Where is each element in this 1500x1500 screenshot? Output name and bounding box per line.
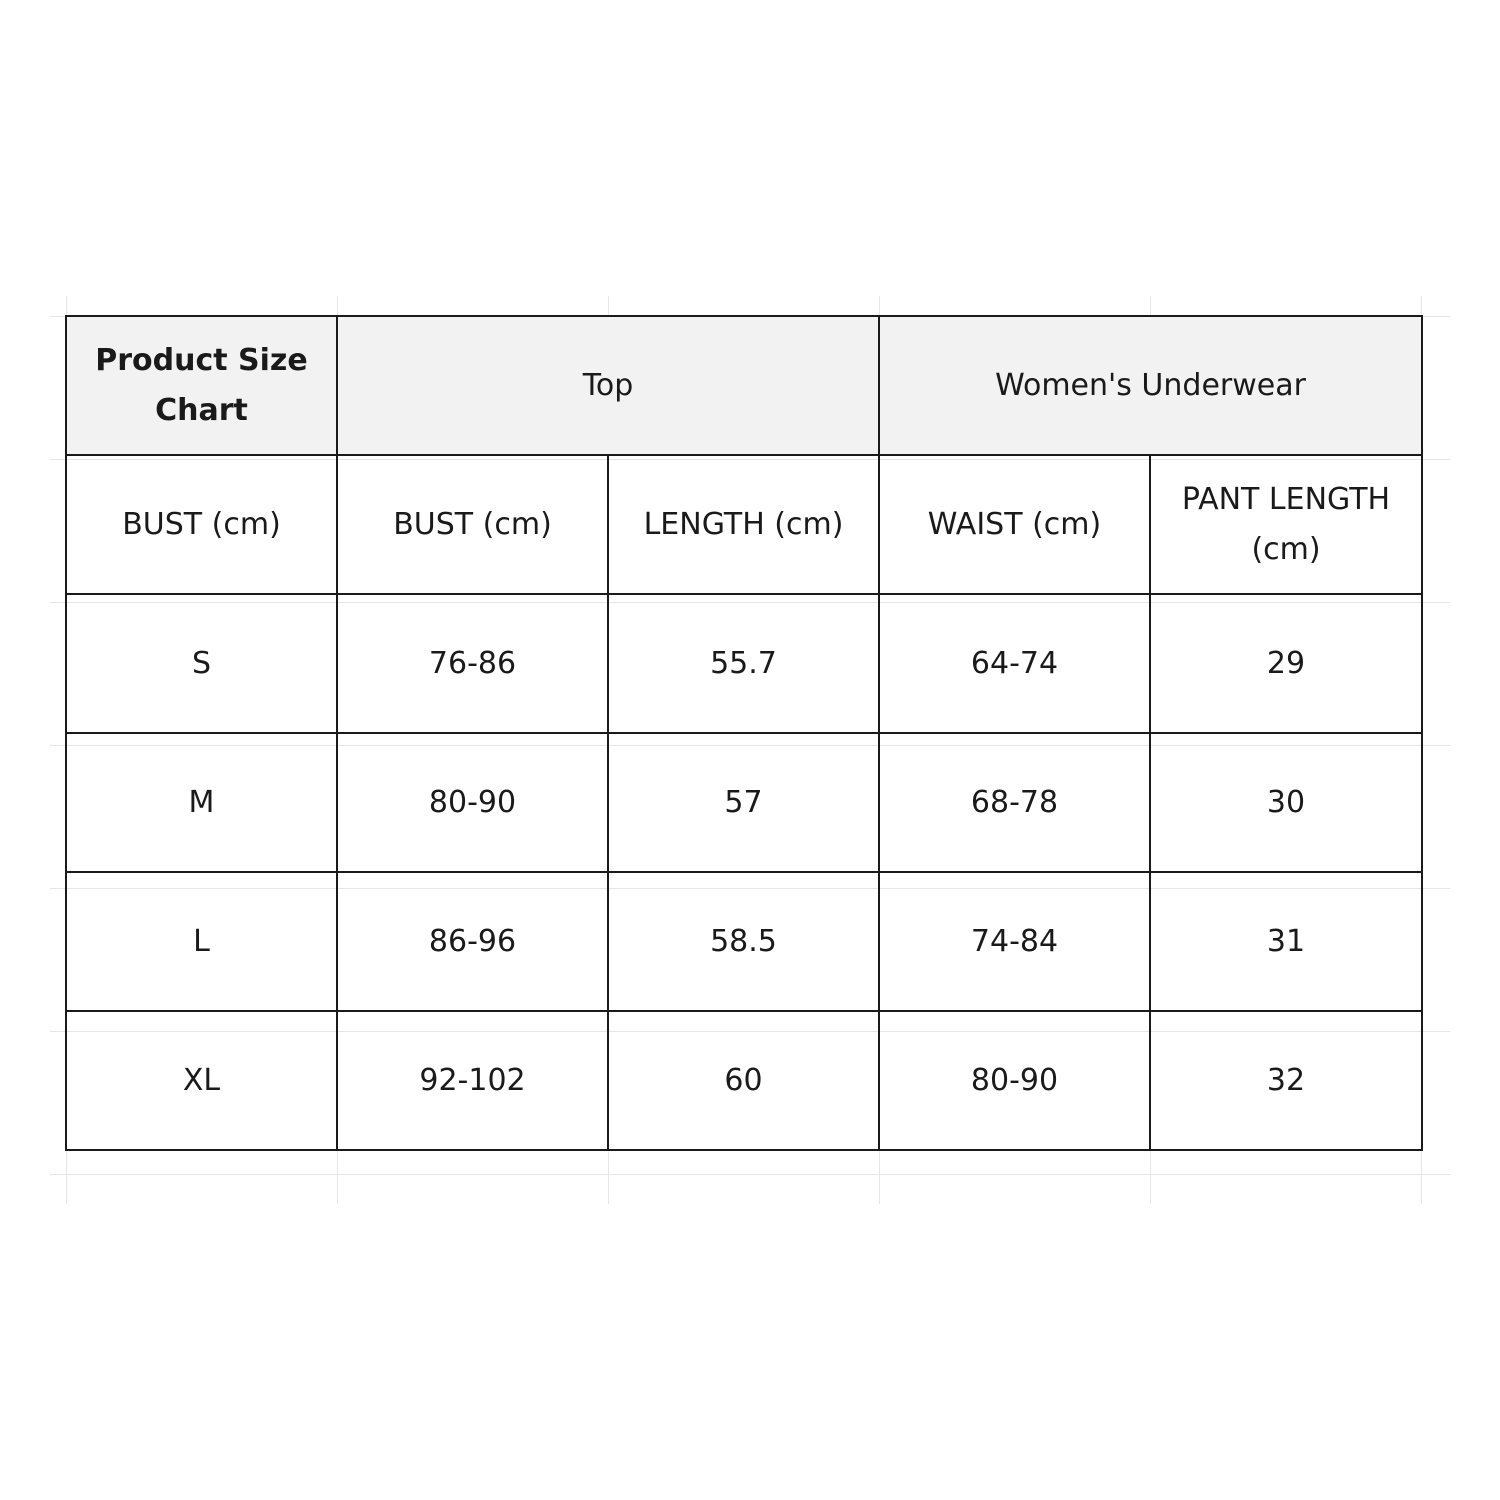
size-cell: XL bbox=[66, 1011, 337, 1150]
column-header: BUST (cm) bbox=[66, 455, 337, 594]
table-cell: 32 bbox=[1150, 1011, 1422, 1150]
size-cell: S bbox=[66, 594, 337, 733]
column-header: LENGTH (cm) bbox=[608, 455, 879, 594]
group-header-underwear: Women's Underwear bbox=[879, 316, 1422, 455]
table-cell: 31 bbox=[1150, 872, 1422, 1011]
table-cell: 92-102 bbox=[337, 1011, 608, 1150]
table-cell: 86-96 bbox=[337, 872, 608, 1011]
size-chart-table bbox=[65, 315, 1423, 1151]
gridline bbox=[50, 1174, 1450, 1175]
table-row bbox=[66, 872, 1422, 1011]
table-cell: 29 bbox=[1150, 594, 1422, 733]
table-row bbox=[66, 1011, 1422, 1150]
table-cell: 76-86 bbox=[337, 594, 608, 733]
table-cell: 60 bbox=[608, 1011, 879, 1150]
table-cell: 80-90 bbox=[879, 1011, 1150, 1150]
table-cell: 57 bbox=[608, 733, 879, 872]
size-cell: L bbox=[66, 872, 337, 1011]
column-header-row bbox=[66, 455, 1422, 594]
group-header-row bbox=[66, 316, 1422, 455]
column-header: PANT LENGTH (cm) bbox=[1150, 455, 1422, 594]
column-header: BUST (cm) bbox=[337, 455, 608, 594]
table-cell: 55.7 bbox=[608, 594, 879, 733]
table-cell: 64-74 bbox=[879, 594, 1150, 733]
table-cell: 80-90 bbox=[337, 733, 608, 872]
size-cell: M bbox=[66, 733, 337, 872]
table-cell: 58.5 bbox=[608, 872, 879, 1011]
column-header: WAIST (cm) bbox=[879, 455, 1150, 594]
table-cell: 68-78 bbox=[879, 733, 1150, 872]
table-title: Product Size Chart bbox=[66, 316, 337, 455]
table-cell: 30 bbox=[1150, 733, 1422, 872]
table-row bbox=[66, 594, 1422, 733]
group-header-top: Top bbox=[337, 316, 879, 455]
table-row bbox=[66, 733, 1422, 872]
table-cell: 74-84 bbox=[879, 872, 1150, 1011]
